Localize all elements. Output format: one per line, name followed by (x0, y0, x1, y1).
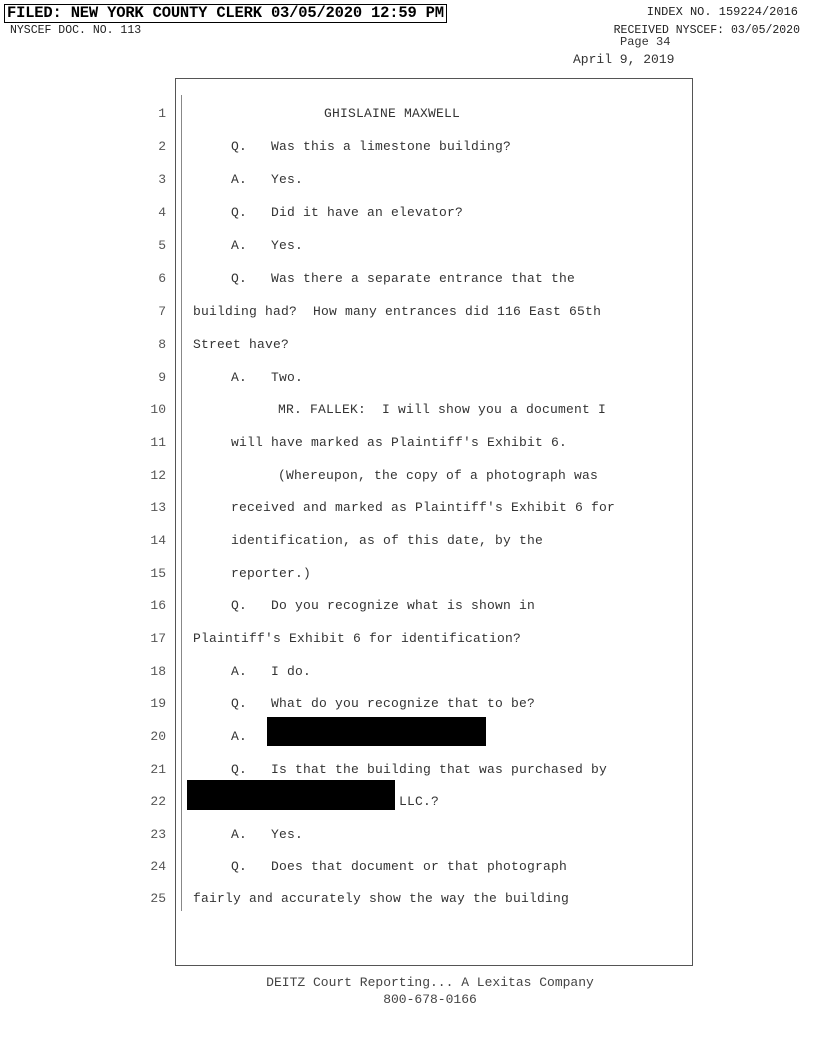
transcript-line (0, 236, 816, 258)
transcript-line (0, 269, 816, 291)
line-text: will have marked as Plaintiff's Exhibit 6. (231, 435, 568, 450)
line-number: 23 (150, 827, 166, 842)
line-number: 20 (150, 729, 166, 744)
line-text: GHISLAINE MAXWELL (324, 106, 461, 121)
line-number: 16 (150, 598, 166, 613)
line-text: LLC.? (399, 794, 440, 809)
filed-stamp: FILED: NEW YORK COUNTY CLERK 03/05/2020 12:59 PM (4, 4, 447, 23)
line-text: A. Yes. (231, 238, 304, 253)
footer-phone: 800-678-0166 (383, 992, 477, 1007)
transcript-line (0, 302, 816, 324)
line-number: 6 (158, 271, 166, 286)
transcript-date: April 9, 2019 (573, 52, 675, 67)
line-number: 3 (158, 172, 166, 187)
line-number: 7 (158, 304, 166, 319)
line-text: Q. Was there a separate entrance that the (231, 271, 576, 286)
line-text: Plaintiff's Exhibit 6 for identification? (193, 631, 522, 646)
line-number: 4 (158, 205, 166, 220)
line-number: 19 (150, 696, 166, 711)
transcript-line (0, 433, 816, 455)
line-number: 10 (150, 402, 166, 417)
transcript-line (0, 137, 816, 159)
line-text: MR. FALLEK: I will show you a document I (278, 402, 607, 417)
line-text: A. (231, 729, 248, 744)
line-number: 15 (150, 566, 166, 581)
redaction-block (267, 717, 486, 746)
line-text: Q. Do you recognize what is shown in (231, 598, 536, 613)
transcript-line (0, 368, 816, 390)
line-text: (Whereupon, the copy of a photograph was (278, 468, 599, 483)
line-number: 5 (158, 238, 166, 253)
line-text: A. Yes. (231, 172, 304, 187)
line-text: Q. What do you recognize that to be? (231, 696, 536, 711)
line-number: 14 (150, 533, 166, 548)
line-number: 9 (158, 370, 166, 385)
transcript-line (0, 203, 816, 225)
line-text: identification, as of this date, by the (231, 533, 544, 548)
index-number: INDEX NO. 159224/2016 (646, 5, 798, 19)
line-number: 12 (150, 468, 166, 483)
page-number: Page 34 (620, 35, 671, 49)
transcript-line (0, 104, 816, 126)
line-number: 22 (150, 794, 166, 809)
line-text: Q. Did it have an elevator? (231, 205, 464, 220)
footer-company: DEITZ Court Reporting... A Lexitas Company (266, 975, 594, 990)
transcript-line (0, 760, 816, 782)
line-number: 25 (150, 891, 166, 906)
line-number: 17 (150, 631, 166, 646)
transcript-line (0, 466, 816, 488)
line-text: reporter.) (231, 566, 312, 581)
transcript-line (0, 335, 816, 357)
transcript-line (0, 498, 816, 520)
transcript-line (0, 889, 816, 911)
line-text: Q. Is that the building that was purchased by (231, 762, 608, 777)
line-number: 21 (150, 762, 166, 777)
line-number: 8 (158, 337, 166, 352)
line-number: 13 (150, 500, 166, 515)
transcript-line (0, 629, 816, 651)
transcript-line (0, 531, 816, 553)
line-text: Q. Does that document or that photograph (231, 859, 568, 874)
transcript-line (0, 170, 816, 192)
line-text: A. Yes. (231, 827, 304, 842)
transcript-line (0, 694, 816, 716)
line-text: Q. Was this a limestone building? (231, 139, 512, 154)
line-text: received and marked as Plaintiff's Exhibit 6 for (231, 500, 616, 515)
transcript-line (0, 857, 816, 879)
line-number: 1 (158, 106, 166, 121)
transcript-line (0, 564, 816, 586)
line-text: fairly and accurately show the way the building (193, 891, 570, 906)
line-text: building had? How many entrances did 116 East 65th (193, 304, 602, 319)
doc-number: NYSCEF DOC. NO. 113 (10, 24, 142, 37)
line-number: 2 (158, 139, 166, 154)
line-text: A. Two. (231, 370, 304, 385)
line-number: 11 (150, 435, 166, 450)
transcript-line (0, 596, 816, 618)
line-number: 18 (150, 664, 166, 679)
line-text: Street have? (193, 337, 290, 352)
transcript-line (0, 400, 816, 422)
line-text: A. I do. (231, 664, 312, 679)
transcript-line (0, 792, 816, 814)
received-stamp: RECEIVED NYSCEF: 03/05/2020 (613, 24, 800, 37)
redaction-block (187, 780, 395, 810)
line-number: 24 (150, 859, 166, 874)
transcript-line (0, 825, 816, 847)
transcript-line (0, 662, 816, 684)
